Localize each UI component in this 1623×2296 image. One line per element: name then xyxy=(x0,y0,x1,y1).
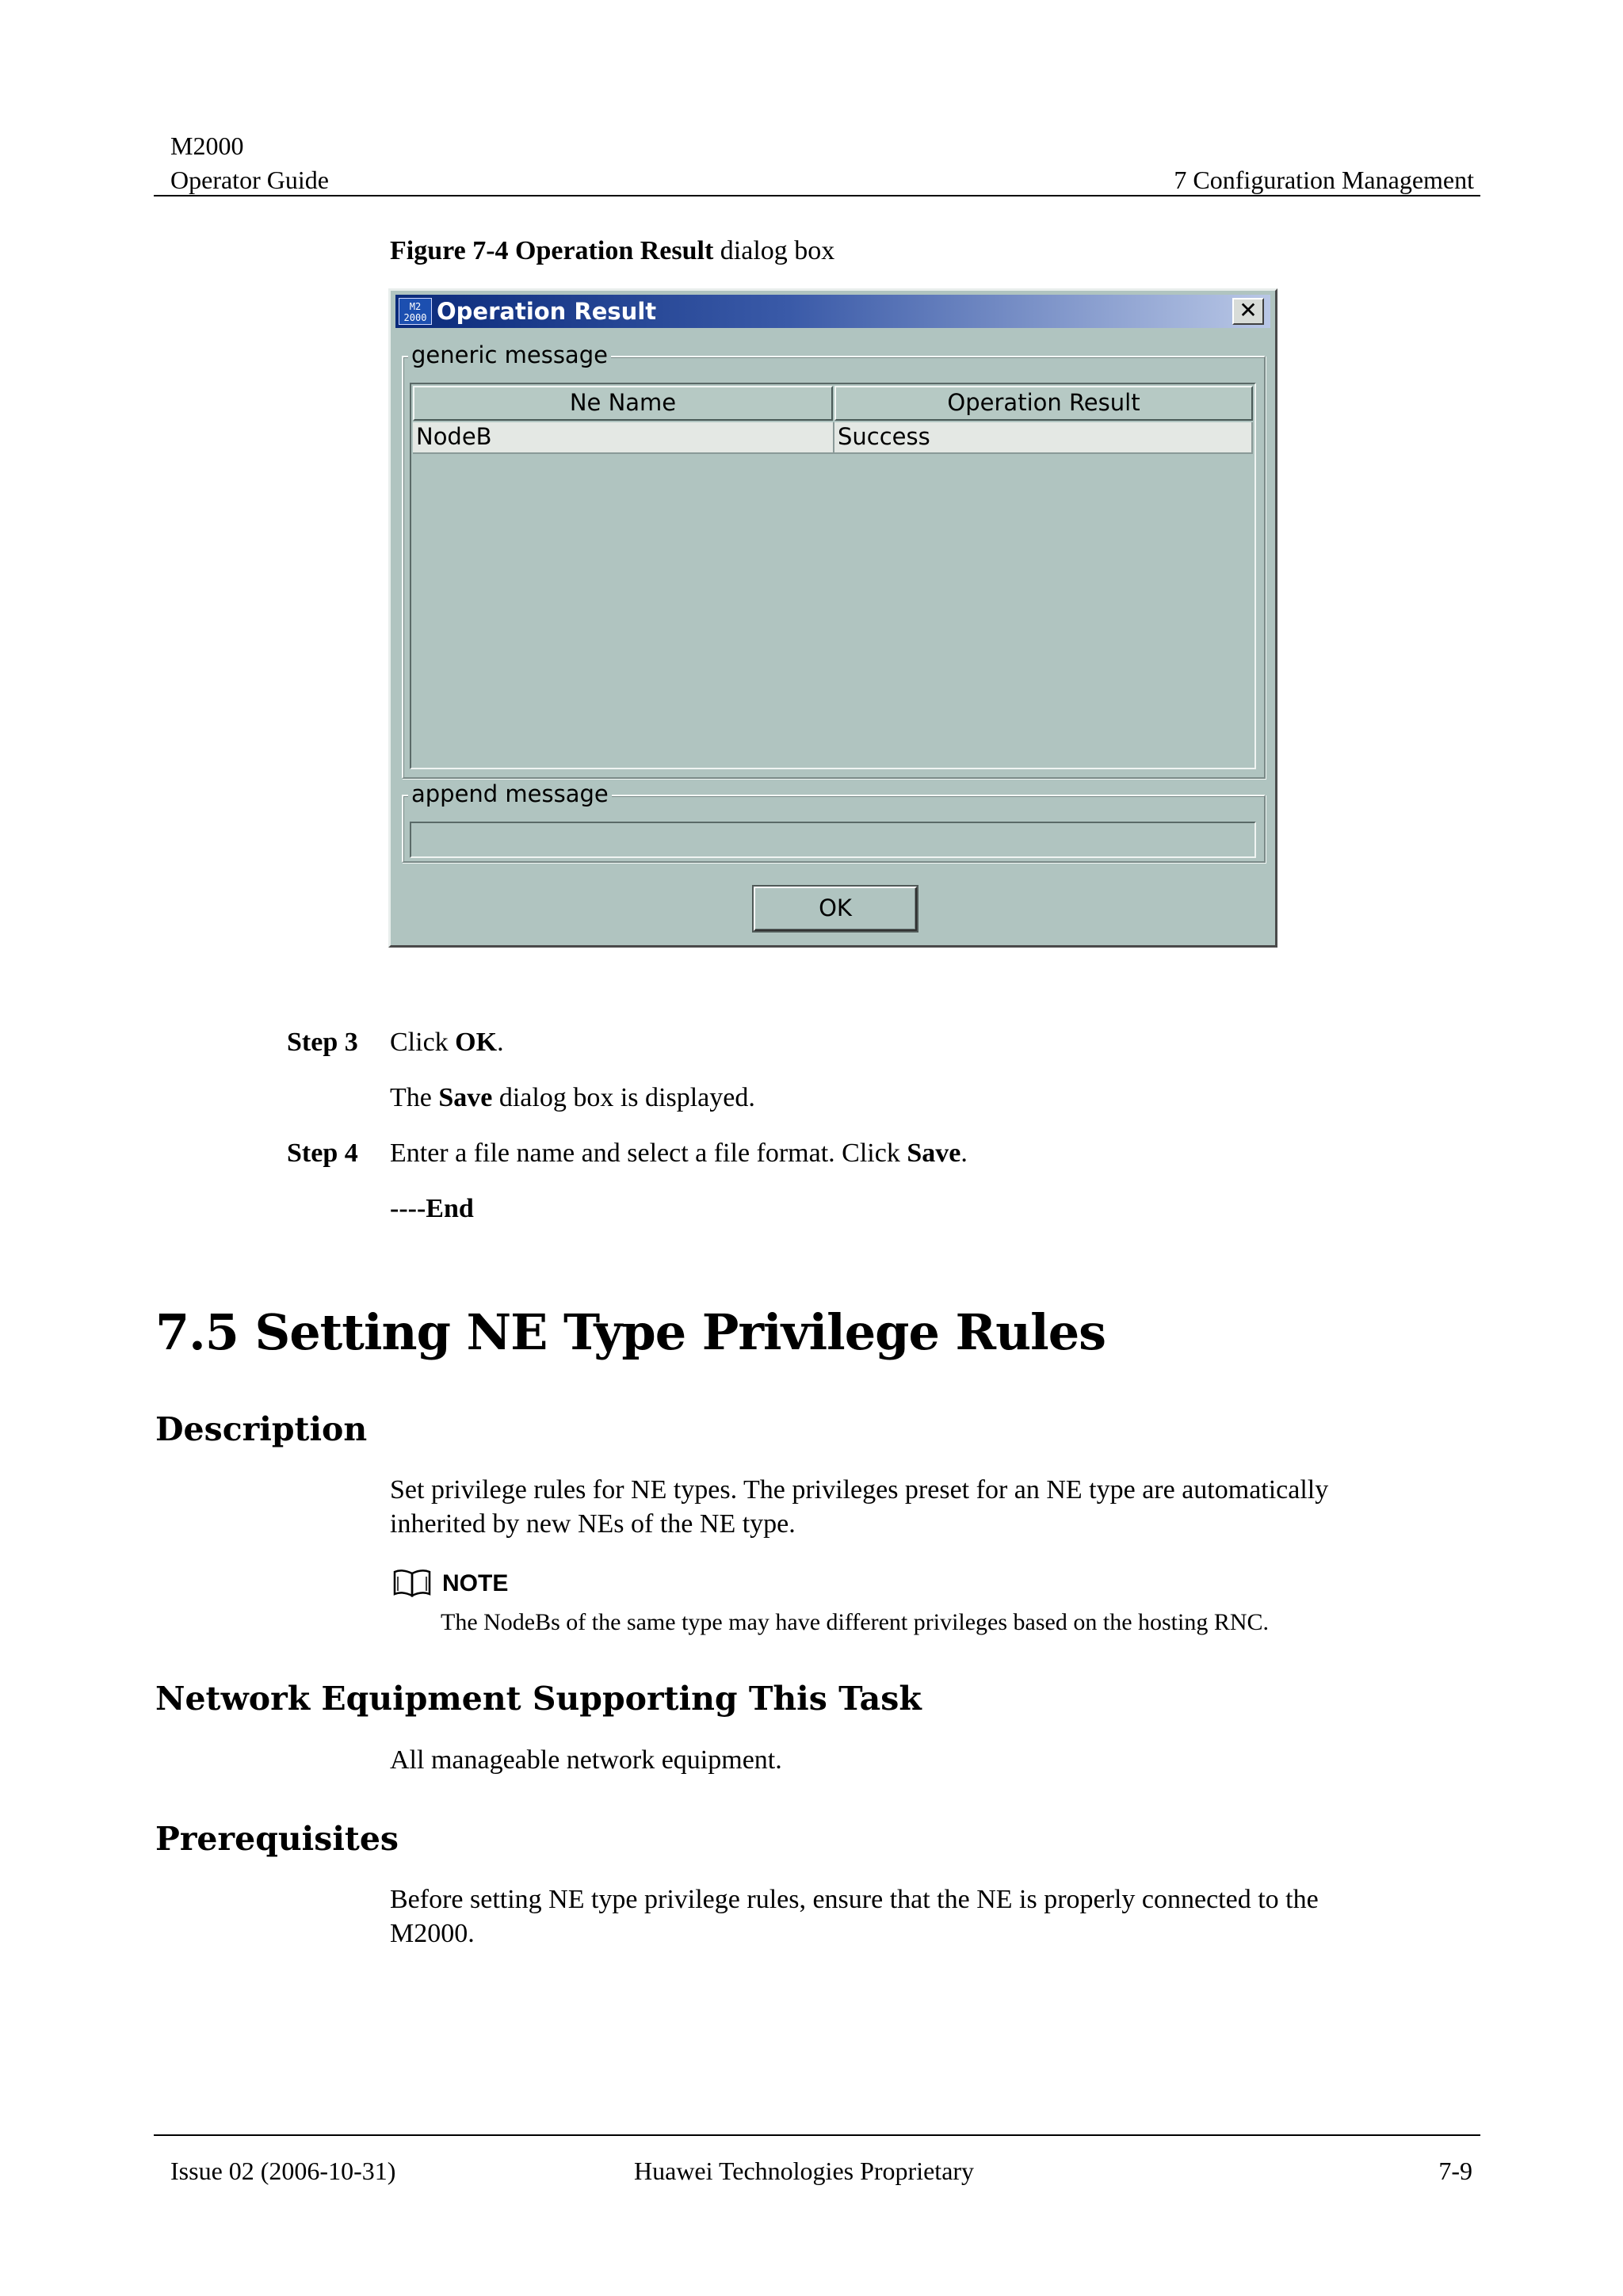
step-3-text-post: . xyxy=(497,1028,504,1057)
append-message-field[interactable] xyxy=(410,822,1256,858)
note-label: NOTE xyxy=(442,1570,509,1596)
header-chapter: 7 Configuration Management xyxy=(1174,166,1474,194)
end-marker: ----End xyxy=(390,1194,474,1223)
network-equipment-text: All manageable network equipment. xyxy=(390,1745,782,1775)
step-4-text-post: . xyxy=(960,1138,968,1168)
footer-company: Huawei Technologies Proprietary xyxy=(634,2157,975,2185)
step-3-result-post: dialog box is displayed. xyxy=(492,1083,755,1112)
section-heading: 7.5 Setting NE Type Privilege Rules xyxy=(155,1303,1106,1361)
close-button[interactable] xyxy=(1232,298,1264,325)
figure-caption xyxy=(390,235,834,268)
header-product: M2000 xyxy=(170,132,244,160)
prerequisites-heading: Prerequisites xyxy=(155,1820,399,1858)
operation-result-dialog xyxy=(388,288,1277,948)
step-4-text-pre: Enter a file name and select a file format. Click xyxy=(390,1138,907,1168)
note-book-icon xyxy=(391,1567,433,1599)
result-table xyxy=(410,383,1256,769)
prerequisites-line-1: Before setting NE type privilege rules, ensure that the NE is properly connected to the xyxy=(390,1885,1319,1914)
footer-rule xyxy=(154,2134,1480,2136)
description-heading: Description xyxy=(155,1410,368,1448)
column-header-operation-result[interactable]: Operation Result xyxy=(834,386,1253,421)
prerequisites-line-2: M2000. xyxy=(390,1919,475,1948)
step-3-text-pre: Click xyxy=(390,1028,456,1057)
step-3-result-bold: Save xyxy=(438,1083,493,1112)
dialog-title: Operation Result xyxy=(437,298,657,325)
step-3-result-pre: The xyxy=(390,1083,439,1112)
step-3-text-bold: OK xyxy=(455,1028,498,1057)
footer-page-number: 7-9 xyxy=(1438,2157,1472,2185)
description-line-1: Set privilege rules for NE types. The privileges preset for an NE type are automatically xyxy=(390,1475,1329,1505)
dialog-title-bar[interactable] xyxy=(395,295,1270,328)
step-4-text xyxy=(390,1137,968,1170)
step-3-text xyxy=(390,1026,504,1059)
figure-label: Figure 7-4 Operation Result xyxy=(390,236,714,265)
column-header-ne-name[interactable]: Ne Name xyxy=(413,386,833,421)
header-rule xyxy=(154,195,1480,196)
step-4-text-bold: Save xyxy=(907,1138,961,1168)
generic-message-label: generic message xyxy=(408,341,611,368)
table-row-operation-result[interactable]: Success xyxy=(834,422,1253,454)
network-equipment-heading: Network Equipment Supporting This Task xyxy=(155,1680,922,1718)
app-icon-text-bottom: 2000 xyxy=(403,312,427,323)
header-doc-title: Operator Guide xyxy=(170,166,329,194)
footer-issue: Issue 02 (2006-10-31) xyxy=(170,2157,396,2185)
figure-caption-suffix: dialog box xyxy=(713,236,835,265)
table-row-ne-name[interactable]: NodeB xyxy=(413,422,834,454)
append-message-label: append message xyxy=(408,780,612,807)
m2000-app-icon xyxy=(399,298,432,325)
note-text: The NodeBs of the same type may have different privileges based on the hosting RNC. xyxy=(441,1609,1270,1635)
step-3-label: Step 3 xyxy=(287,1028,358,1057)
step-4-label: Step 4 xyxy=(287,1138,358,1168)
ok-button[interactable]: OK xyxy=(754,887,917,931)
close-icon: ✕ xyxy=(1239,297,1258,323)
step-3-result xyxy=(390,1081,755,1115)
description-line-2: inherited by new NEs of the NE type. xyxy=(390,1509,796,1539)
app-icon-text-top: M2 xyxy=(409,301,422,312)
